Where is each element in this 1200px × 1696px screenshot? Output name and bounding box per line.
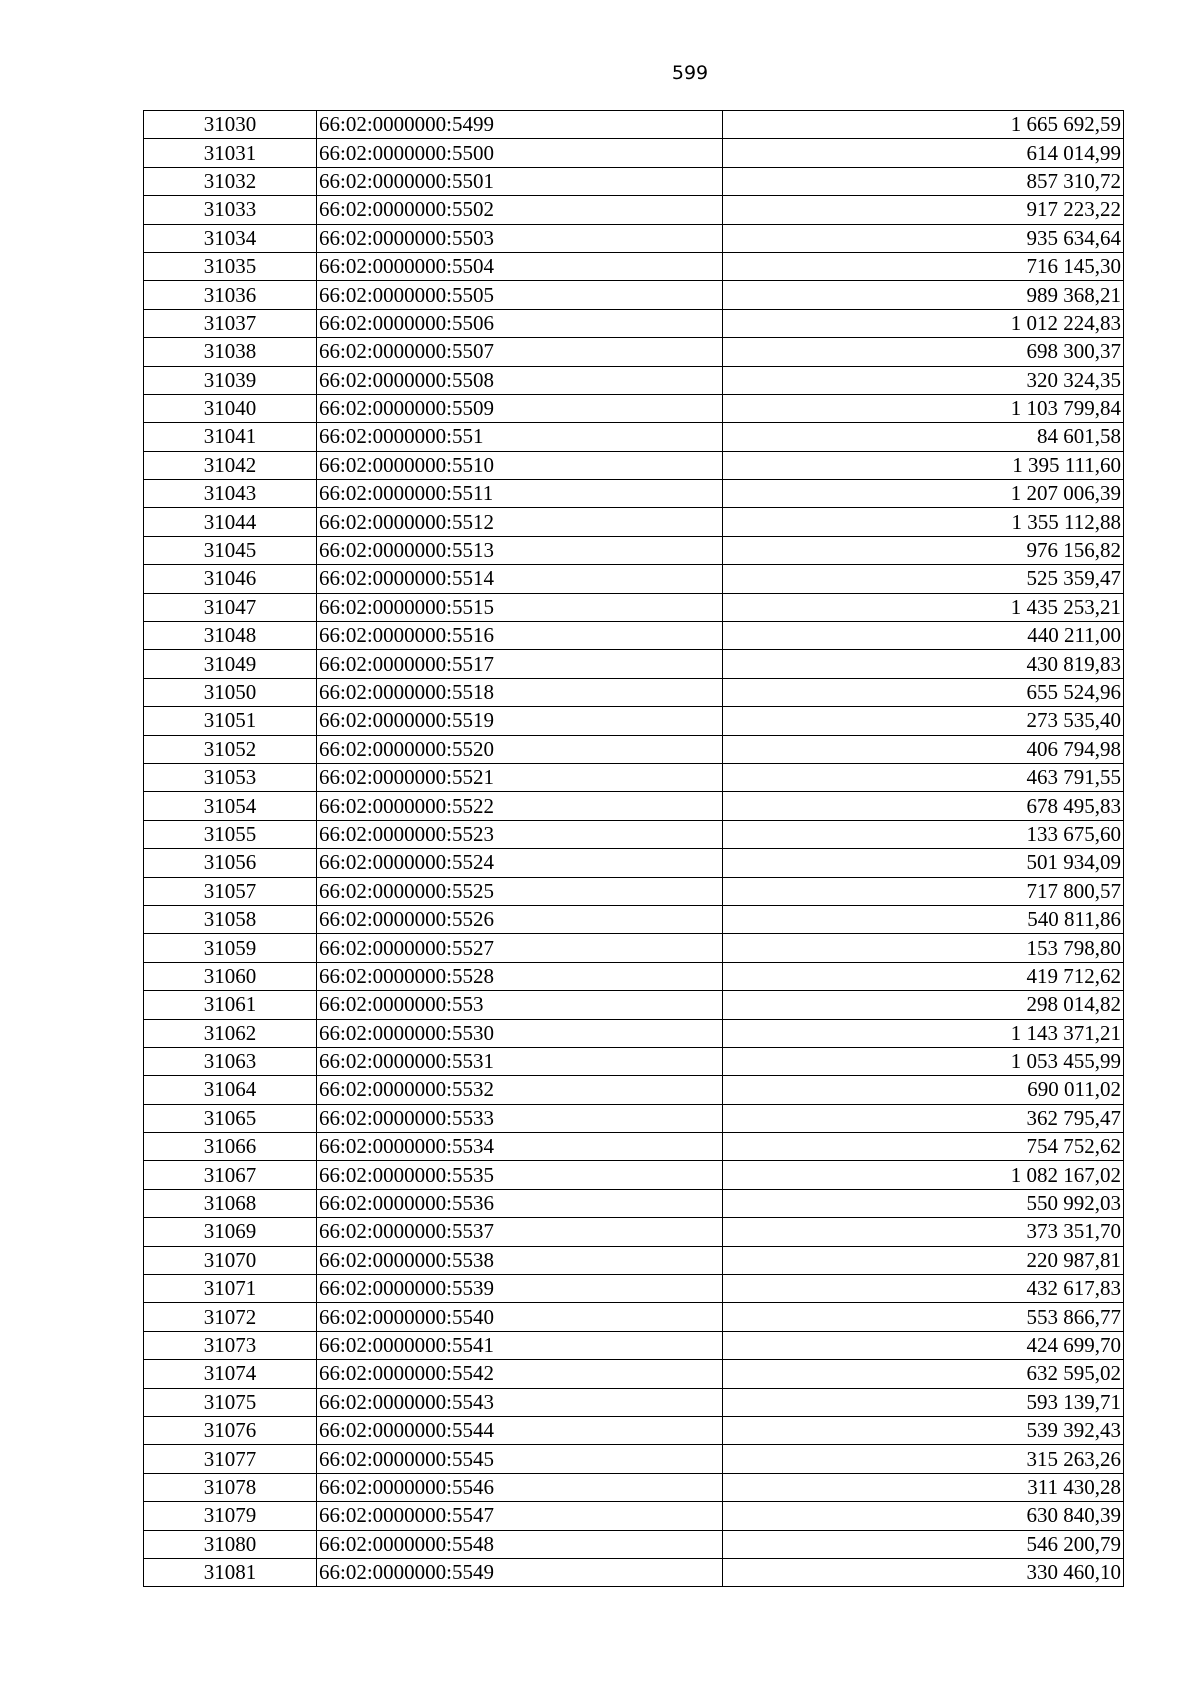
cadastral-value: 550 992,03 [723,1189,1124,1217]
cadastral-number: 66:02:0000000:5546 [317,1473,723,1501]
cadastral-value: 320 324,35 [723,366,1124,394]
row-number: 31030 [144,111,317,139]
table-row [144,1019,1124,1047]
cadastral-number: 66:02:0000000:5542 [317,1360,723,1388]
cadastral-value: 917 223,22 [723,196,1124,224]
cadastral-number: 66:02:0000000:5548 [317,1530,723,1558]
cadastral-number: 66:02:0000000:5508 [317,366,723,394]
cadastral-number: 66:02:0000000:5533 [317,1104,723,1132]
row-number: 31051 [144,707,317,735]
cadastral-number: 66:02:0000000:5519 [317,707,723,735]
cadastral-value: 311 430,28 [723,1473,1124,1501]
table-row [144,1331,1124,1359]
cadastral-value: 1 355 112,88 [723,508,1124,536]
cadastral-value: 614 014,99 [723,139,1124,167]
row-number: 31081 [144,1558,317,1586]
cadastral-number: 66:02:0000000:5516 [317,622,723,650]
table-row [144,536,1124,564]
table-row [144,1473,1124,1501]
row-number: 31059 [144,934,317,962]
cadastral-value: 432 617,83 [723,1275,1124,1303]
row-number: 31034 [144,224,317,252]
cadastral-number: 66:02:0000000:5525 [317,877,723,905]
cadastral-number: 66:02:0000000:5536 [317,1189,723,1217]
cadastral-number: 66:02:0000000:551 [317,423,723,451]
row-number: 31042 [144,451,317,479]
row-number: 31063 [144,1047,317,1075]
row-number: 31064 [144,1076,317,1104]
cadastral-value: 406 794,98 [723,735,1124,763]
cadastral-value: 133 675,60 [723,820,1124,848]
row-number: 31080 [144,1530,317,1558]
cadastral-number: 66:02:0000000:5531 [317,1047,723,1075]
row-number: 31078 [144,1473,317,1501]
cadastral-value: 298 014,82 [723,991,1124,1019]
table-row [144,962,1124,990]
table-row [144,1076,1124,1104]
table-row [144,167,1124,195]
cadastral-value: 630 840,39 [723,1502,1124,1530]
cadastral-value: 857 310,72 [723,167,1124,195]
table-row [144,1189,1124,1217]
cadastral-value: 716 145,30 [723,252,1124,280]
row-number: 31043 [144,480,317,508]
table-row [144,1445,1124,1473]
cadastral-value: 220 987,81 [723,1246,1124,1274]
cadastral-value: 153 798,80 [723,934,1124,962]
table-row [144,281,1124,309]
cadastral-number: 66:02:0000000:5515 [317,593,723,621]
table-row [144,1161,1124,1189]
cadastral-value: 935 634,64 [723,224,1124,252]
row-number: 31055 [144,820,317,848]
cadastral-value: 1 053 455,99 [723,1047,1124,1075]
cadastral-value: 593 139,71 [723,1388,1124,1416]
row-number: 31045 [144,536,317,564]
table-row [144,480,1124,508]
cadastral-value: 273 535,40 [723,707,1124,735]
row-number: 31061 [144,991,317,1019]
cadastral-number: 66:02:0000000:5535 [317,1161,723,1189]
row-number: 31048 [144,622,317,650]
cadastral-number: 66:02:0000000:5532 [317,1076,723,1104]
cadastral-number: 66:02:0000000:5501 [317,167,723,195]
table-row [144,366,1124,394]
cadastral-number: 66:02:0000000:5510 [317,451,723,479]
row-number: 31038 [144,338,317,366]
cadastral-number: 66:02:0000000:5540 [317,1303,723,1331]
row-number: 31070 [144,1246,317,1274]
cadastral-number: 66:02:0000000:5514 [317,565,723,593]
cadastral-value: 717 800,57 [723,877,1124,905]
table-row [144,1275,1124,1303]
row-number: 31074 [144,1360,317,1388]
cadastral-value: 690 011,02 [723,1076,1124,1104]
row-number: 31077 [144,1445,317,1473]
cadastral-number: 66:02:0000000:5537 [317,1218,723,1246]
cadastral-number: 66:02:0000000:5521 [317,763,723,791]
cadastral-number: 66:02:0000000:5499 [317,111,723,139]
table-row [144,991,1124,1019]
row-number: 31060 [144,962,317,990]
table-row [144,1502,1124,1530]
cadastral-value: 989 368,21 [723,281,1124,309]
row-number: 31057 [144,877,317,905]
cadastral-value: 430 819,83 [723,650,1124,678]
table-row [144,1303,1124,1331]
table-row [144,451,1124,479]
row-number: 31054 [144,792,317,820]
cadastral-number: 66:02:0000000:5503 [317,224,723,252]
table-row [144,508,1124,536]
cadastral-number: 66:02:0000000:5549 [317,1558,723,1586]
cadastral-number: 66:02:0000000:5524 [317,849,723,877]
table-row [144,1388,1124,1416]
row-number: 31052 [144,735,317,763]
cadastral-number: 66:02:0000000:5511 [317,480,723,508]
table-row [144,735,1124,763]
row-number: 31066 [144,1133,317,1161]
row-number: 31049 [144,650,317,678]
table-row [144,423,1124,451]
row-number: 31071 [144,1275,317,1303]
table-row [144,622,1124,650]
table-row [144,934,1124,962]
cadastral-number: 66:02:0000000:5502 [317,196,723,224]
cadastral-value-table [143,110,1124,1587]
row-number: 31067 [144,1161,317,1189]
row-number: 31069 [144,1218,317,1246]
cadastral-number: 66:02:0000000:5523 [317,820,723,848]
table-row [144,1360,1124,1388]
table-row [144,905,1124,933]
row-number: 31044 [144,508,317,536]
cadastral-value: 424 699,70 [723,1331,1124,1359]
table-row [144,650,1124,678]
table-body [144,111,1124,1587]
cadastral-number: 66:02:0000000:5534 [317,1133,723,1161]
cadastral-value: 539 392,43 [723,1416,1124,1444]
cadastral-number: 66:02:0000000:5518 [317,678,723,706]
table-row [144,224,1124,252]
table-row [144,593,1124,621]
row-number: 31032 [144,167,317,195]
cadastral-number: 66:02:0000000:5504 [317,252,723,280]
table-row [144,139,1124,167]
row-number: 31047 [144,593,317,621]
table-row [144,111,1124,139]
row-number: 31068 [144,1189,317,1217]
cadastral-value: 84 601,58 [723,423,1124,451]
cadastral-number: 66:02:0000000:5517 [317,650,723,678]
row-number: 31062 [144,1019,317,1047]
row-number: 31065 [144,1104,317,1132]
cadastral-value: 632 595,02 [723,1360,1124,1388]
table-row [144,1416,1124,1444]
table-row [144,338,1124,366]
table-row [144,1104,1124,1132]
cadastral-value: 1 012 224,83 [723,309,1124,337]
cadastral-value: 553 866,77 [723,1303,1124,1331]
table-row [144,1047,1124,1075]
cadastral-number: 66:02:0000000:5530 [317,1019,723,1047]
table-row [144,394,1124,422]
row-number: 31073 [144,1331,317,1359]
row-number: 31037 [144,309,317,337]
row-number: 31076 [144,1416,317,1444]
cadastral-number: 66:02:0000000:5500 [317,139,723,167]
row-number: 31040 [144,394,317,422]
cadastral-value: 1 143 371,21 [723,1019,1124,1047]
table-row [144,877,1124,905]
cadastral-value: 362 795,47 [723,1104,1124,1132]
cadastral-value: 1 435 253,21 [723,593,1124,621]
cadastral-value: 373 351,70 [723,1218,1124,1246]
cadastral-number: 66:02:0000000:5522 [317,792,723,820]
cadastral-value: 463 791,55 [723,763,1124,791]
cadastral-number: 66:02:0000000:5506 [317,309,723,337]
cadastral-value: 1 103 799,84 [723,394,1124,422]
cadastral-number: 66:02:0000000:5509 [317,394,723,422]
cadastral-number: 66:02:0000000:5541 [317,1331,723,1359]
cadastral-value: 419 712,62 [723,962,1124,990]
table-row [144,763,1124,791]
cadastral-value: 525 359,47 [723,565,1124,593]
row-number: 31036 [144,281,317,309]
cadastral-number: 66:02:0000000:5520 [317,735,723,763]
table-row [144,792,1124,820]
cadastral-number: 66:02:0000000:5528 [317,962,723,990]
page-number: 599 [671,62,709,84]
cadastral-number: 66:02:0000000:5505 [317,281,723,309]
cadastral-number: 66:02:0000000:5526 [317,905,723,933]
cadastral-value: 1 082 167,02 [723,1161,1124,1189]
cadastral-value: 1 207 006,39 [723,480,1124,508]
row-number: 31031 [144,139,317,167]
cadastral-number: 66:02:0000000:5539 [317,1275,723,1303]
row-number: 31079 [144,1502,317,1530]
cadastral-number: 66:02:0000000:5544 [317,1416,723,1444]
table-row [144,1133,1124,1161]
cadastral-number: 66:02:0000000:5507 [317,338,723,366]
row-number: 31075 [144,1388,317,1416]
cadastral-number: 66:02:0000000:5545 [317,1445,723,1473]
row-number: 31058 [144,905,317,933]
row-number: 31053 [144,763,317,791]
cadastral-value: 698 300,37 [723,338,1124,366]
cadastral-value: 440 211,00 [723,622,1124,650]
table-row [144,1558,1124,1586]
row-number: 31046 [144,565,317,593]
table-row [144,820,1124,848]
table-row [144,849,1124,877]
cadastral-value: 315 263,26 [723,1445,1124,1473]
table-row [144,1218,1124,1246]
cadastral-number: 66:02:0000000:5512 [317,508,723,536]
row-number: 31039 [144,366,317,394]
table-row [144,252,1124,280]
row-number: 31033 [144,196,317,224]
cadastral-number: 66:02:0000000:553 [317,991,723,1019]
cadastral-value: 540 811,86 [723,905,1124,933]
table-row [144,678,1124,706]
cadastral-number: 66:02:0000000:5527 [317,934,723,962]
row-number: 31056 [144,849,317,877]
table-row [144,1246,1124,1274]
cadastral-number: 66:02:0000000:5547 [317,1502,723,1530]
row-number: 31041 [144,423,317,451]
row-number: 31035 [144,252,317,280]
cadastral-number: 66:02:0000000:5513 [317,536,723,564]
cadastral-value: 1 665 692,59 [723,111,1124,139]
cadastral-value: 655 524,96 [723,678,1124,706]
table-row [144,565,1124,593]
cadastral-value: 754 752,62 [723,1133,1124,1161]
table-row [144,309,1124,337]
cadastral-number: 66:02:0000000:5543 [317,1388,723,1416]
cadastral-value: 976 156,82 [723,536,1124,564]
cadastral-number: 66:02:0000000:5538 [317,1246,723,1274]
cadastral-value: 1 395 111,60 [723,451,1124,479]
table-row [144,196,1124,224]
row-number: 31072 [144,1303,317,1331]
cadastral-value: 678 495,83 [723,792,1124,820]
table-row [144,707,1124,735]
cadastral-value: 546 200,79 [723,1530,1124,1558]
cadastral-value: 501 934,09 [723,849,1124,877]
cadastral-value: 330 460,10 [723,1558,1124,1586]
row-number: 31050 [144,678,317,706]
table-row [144,1530,1124,1558]
